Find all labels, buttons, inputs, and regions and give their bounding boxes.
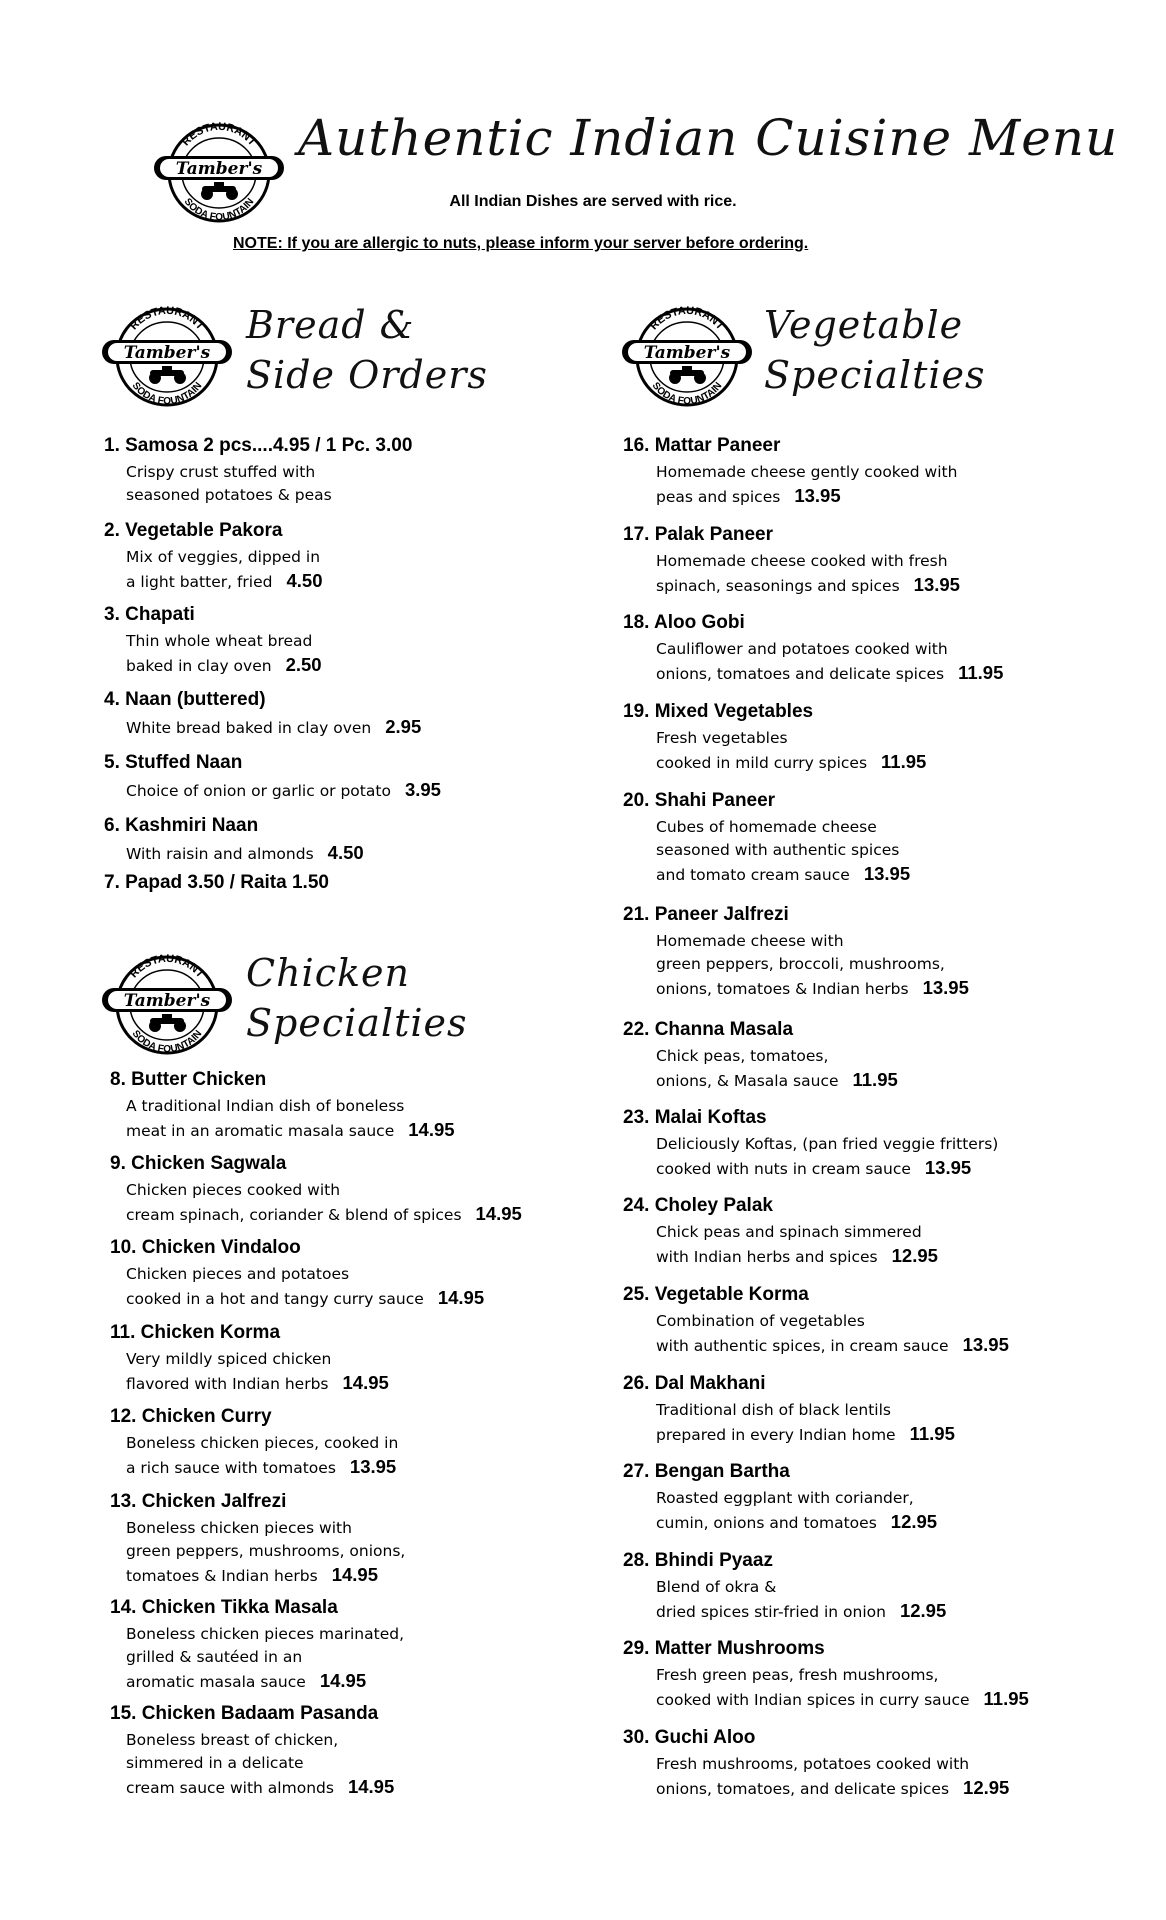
menu-item-description: onions, tomatoes and delicate spices 11.95 bbox=[656, 662, 1004, 683]
menu-item-title: 28. Bhindi Pyaaz bbox=[623, 1550, 773, 1571]
menu-item-description: Homemade cheese with bbox=[656, 932, 844, 950]
menu-item-description: Choice of onion or garlic or potato 3.95 bbox=[126, 779, 441, 800]
menu-item-description: Homemade cheese cooked with fresh bbox=[656, 552, 948, 570]
menu-item-description: Deliciously Koftas, (pan fried veggie fritters) bbox=[656, 1135, 999, 1153]
chicken-section-title-line1: Chicken bbox=[246, 951, 410, 995]
vegetable-section-title bbox=[764, 300, 986, 400]
menu-item-price: 14.95 bbox=[437, 1287, 485, 1308]
menu-item-description: With raisin and almonds 4.50 bbox=[126, 842, 364, 863]
menu-item-description: prepared in every Indian home 11.95 bbox=[656, 1423, 955, 1444]
menu-item-price: 13.95 bbox=[962, 1334, 1009, 1355]
svg-text:RESTAURANT: RESTAURANT bbox=[127, 952, 207, 981]
svg-text:Tamber's: Tamber's bbox=[175, 159, 263, 179]
svg-text:Tamber's: Tamber's bbox=[123, 343, 211, 363]
menu-item-title: 27. Bengan Bartha bbox=[623, 1461, 790, 1482]
vegetable-section-title-line2: Specialties bbox=[764, 353, 986, 397]
menu-item-description: meat in an aromatic masala sauce 14.95 bbox=[126, 1119, 455, 1140]
menu-item-price: 12.95 bbox=[963, 1777, 1010, 1798]
menu-item-price: 2.95 bbox=[385, 716, 422, 737]
menu-item-description: cream sauce with almonds 14.95 bbox=[126, 1776, 395, 1797]
header-logo bbox=[152, 118, 286, 233]
menu-item-title: 10. Chicken Vindaloo bbox=[110, 1237, 301, 1258]
menu-item-description: baked in clay oven 2.50 bbox=[126, 654, 322, 675]
menu-item-description: dried spices stir-fried in onion 12.95 bbox=[656, 1600, 947, 1621]
menu-item-description: a light batter, fried 4.50 bbox=[126, 570, 323, 591]
menu-item-description: White bread baked in clay oven 2.95 bbox=[126, 716, 422, 737]
chicken-section-title bbox=[246, 948, 468, 1048]
menu-item-description: Chicken pieces cooked with bbox=[126, 1181, 341, 1199]
menu-item-price: 3.95 bbox=[404, 779, 441, 800]
menu-item-description: green peppers, mushrooms, onions, bbox=[126, 1542, 406, 1560]
svg-text:SODA FOUNTAIN: SODA FOUNTAIN bbox=[129, 380, 205, 408]
menu-item-description: Mix of veggies, dipped in bbox=[126, 548, 321, 566]
menu-item-description: aromatic masala sauce 14.95 bbox=[126, 1670, 367, 1691]
bread-section-title-line2: Side Orders bbox=[246, 353, 488, 397]
menu-item-price: 4.50 bbox=[327, 842, 364, 863]
menu-item-description: cumin, onions and tomatoes 12.95 bbox=[656, 1511, 938, 1532]
chicken-section-title-line2: Specialties bbox=[246, 1001, 468, 1045]
menu-item-description: Chicken pieces and potatoes bbox=[126, 1265, 350, 1283]
menu-item-description: A traditional Indian dish of boneless bbox=[126, 1097, 405, 1115]
menu-item-description: Boneless breast of chicken, bbox=[126, 1731, 339, 1749]
menu-item-description: Thin whole wheat bread bbox=[126, 632, 313, 650]
menu-item-price: 14.95 bbox=[475, 1203, 522, 1224]
menu-item-price: 12.95 bbox=[890, 1511, 938, 1532]
menu-item-title: 16. Mattar Paneer bbox=[623, 435, 781, 456]
menu-item-description: cooked with nuts in cream sauce 13.95 bbox=[656, 1157, 972, 1178]
menu-item-title: 17. Palak Paneer bbox=[623, 524, 773, 545]
menu-item-title: 6. Kashmiri Naan bbox=[104, 815, 259, 836]
menu-item-description: peas and spices 13.95 bbox=[656, 485, 841, 506]
svg-text:SODA FOUNTAIN: SODA FOUNTAIN bbox=[129, 1028, 205, 1056]
svg-text:RESTAURANT: RESTAURANT bbox=[647, 304, 727, 333]
menu-item-title: 24. Choley Palak bbox=[623, 1195, 773, 1216]
menu-item-description: Chick peas and spinach simmered bbox=[656, 1223, 922, 1241]
menu-item-title: 5. Stuffed Naan bbox=[104, 752, 243, 773]
menu-item-description: with authentic spices, in cream sauce 13.95 bbox=[656, 1334, 1009, 1355]
chicken-section-logo bbox=[100, 950, 234, 1065]
menu-item-price: 13.95 bbox=[922, 977, 969, 998]
menu-item-title: 23. Malai Koftas bbox=[623, 1107, 767, 1128]
menu-item-title: 19. Mixed Vegetables bbox=[623, 701, 814, 722]
menu-item-title: 7. Papad 3.50 / Raita 1.50 bbox=[104, 872, 329, 893]
menu-item-description: Boneless chicken pieces marinated, bbox=[126, 1625, 405, 1643]
svg-text:RESTAURANT: RESTAURANT bbox=[179, 120, 259, 149]
svg-text:Tamber's: Tamber's bbox=[123, 991, 211, 1011]
bread-section-logo bbox=[100, 302, 234, 417]
menu-item-description: Fresh green peas, fresh mushrooms, bbox=[656, 1666, 939, 1684]
menu-item-description: cooked with Indian spices in curry sauce 11.95 bbox=[656, 1688, 1029, 1709]
menu-item-description: a rich sauce with tomatoes 13.95 bbox=[126, 1456, 397, 1477]
menu-item-description: Boneless chicken pieces, cooked in bbox=[126, 1434, 399, 1452]
menu-item-description: cream spinach, coriander & blend of spices 14.95 bbox=[126, 1203, 522, 1224]
menu-item-price: 14.95 bbox=[331, 1564, 379, 1585]
menu-item-description: Fresh mushrooms, potatoes cooked with bbox=[656, 1755, 970, 1773]
menu-item-title: 11. Chicken Korma bbox=[110, 1322, 281, 1343]
menu-item-title: 22. Channa Masala bbox=[623, 1019, 794, 1040]
menu-item-price: 11.95 bbox=[852, 1069, 898, 1090]
menu-item-title: 29. Matter Mushrooms bbox=[623, 1638, 825, 1659]
menu-item-title: 13. Chicken Jalfrezi bbox=[110, 1491, 287, 1512]
menu-subtitle: All Indian Dishes are served with rice. bbox=[449, 193, 737, 210]
vegetable-section-logo bbox=[620, 302, 754, 417]
restaurant-logo bbox=[100, 950, 234, 1060]
restaurant-logo bbox=[152, 118, 286, 228]
menu-item-description: Combination of vegetables bbox=[656, 1312, 865, 1330]
menu-item-description: tomatoes & Indian herbs 14.95 bbox=[126, 1564, 379, 1585]
menu-item-description: onions, tomatoes & Indian herbs 13.95 bbox=[656, 977, 969, 998]
menu-item-title: 9. Chicken Sagwala bbox=[110, 1153, 287, 1174]
menu-item-description: simmered in a delicate bbox=[126, 1754, 304, 1772]
restaurant-logo bbox=[100, 302, 234, 412]
menu-item-description: Very mildly spiced chicken bbox=[126, 1350, 332, 1368]
menu-item-description: Chick peas, tomatoes, bbox=[656, 1047, 829, 1065]
menu-item-description: Roasted eggplant with coriander, bbox=[656, 1489, 914, 1507]
menu-item-title: 14. Chicken Tikka Masala bbox=[110, 1597, 338, 1618]
bread-section-title-line1: Bread & bbox=[246, 303, 415, 347]
menu-item-price: 2.50 bbox=[285, 654, 322, 675]
svg-text:Tamber's: Tamber's bbox=[643, 343, 731, 363]
menu-item-title: 26. Dal Makhani bbox=[623, 1373, 766, 1394]
menu-item-title: 1. Samosa 2 pcs....4.95 / 1 Pc. 3.00 bbox=[104, 435, 413, 456]
menu-item-price: 14.95 bbox=[342, 1372, 389, 1393]
menu-item-description: spinach, seasonings and spices 13.95 bbox=[656, 574, 960, 595]
menu-item-price: 13.95 bbox=[913, 574, 960, 595]
menu-item-description: grilled & sautéed in an bbox=[126, 1648, 303, 1666]
menu-item-price: 11.95 bbox=[958, 662, 1004, 683]
menu-item-description: and tomato cream sauce 13.95 bbox=[656, 863, 911, 884]
menu-item-description: Cauliflower and potatoes cooked with bbox=[656, 640, 948, 658]
menu-item-description: green peppers, broccoli, mushrooms, bbox=[656, 955, 945, 973]
menu-item-price: 13.95 bbox=[924, 1157, 972, 1178]
menu-item-title: 30. Guchi Aloo bbox=[623, 1727, 756, 1748]
menu-item-title: 8. Butter Chicken bbox=[110, 1069, 267, 1090]
menu-item-title: 25. Vegetable Korma bbox=[623, 1284, 809, 1305]
menu-item-description: cooked in mild curry spices 11.95 bbox=[656, 751, 927, 772]
menu-item-description: cooked in a hot and tangy curry sauce 14.95 bbox=[126, 1287, 485, 1308]
menu-item-title: 21. Paneer Jalfrezi bbox=[623, 904, 789, 925]
restaurant-logo bbox=[620, 302, 754, 412]
menu-item-description: Cubes of homemade cheese bbox=[656, 818, 877, 836]
menu-item-title: 3. Chapati bbox=[104, 604, 195, 625]
svg-text:SODA FOUNTAIN: SODA FOUNTAIN bbox=[181, 196, 257, 224]
menu-item-price: 13.95 bbox=[863, 863, 911, 884]
menu-item-price: 12.95 bbox=[899, 1600, 947, 1621]
menu-item-title: 20. Shahi Paneer bbox=[623, 790, 776, 811]
menu-item-price: 12.95 bbox=[891, 1245, 938, 1266]
menu-item-price: 13.95 bbox=[349, 1456, 397, 1477]
menu-item-price: 14.95 bbox=[319, 1670, 367, 1691]
menu-item-description: onions, tomatoes, and delicate spices 12.95 bbox=[656, 1777, 1010, 1798]
menu-item-description: Homemade cheese gently cooked with bbox=[656, 463, 958, 481]
menu-item-price: 11.95 bbox=[909, 1423, 955, 1444]
menu-item-description: onions, & Masala sauce 11.95 bbox=[656, 1069, 898, 1090]
menu-item-title: 4. Naan (buttered) bbox=[104, 689, 266, 710]
menu-item-title: 15. Chicken Badaam Pasanda bbox=[110, 1703, 379, 1724]
menu-item-description: Traditional dish of black lentils bbox=[656, 1401, 891, 1419]
menu-item-price: 13.95 bbox=[794, 485, 841, 506]
menu-item-description: Crispy crust stuffed with bbox=[126, 463, 316, 481]
vegetable-section-title-line1: Vegetable bbox=[764, 303, 964, 347]
bread-section-title bbox=[246, 300, 488, 400]
menu-item-title: 2. Vegetable Pakora bbox=[104, 520, 283, 541]
menu-item-description: Boneless chicken pieces with bbox=[126, 1519, 352, 1537]
allergy-note: NOTE: If you are allergic to nuts, please inform your server before ordering. bbox=[233, 235, 809, 252]
menu-item-price: 11.95 bbox=[983, 1688, 1029, 1709]
menu-item-description: with Indian herbs and spices 12.95 bbox=[656, 1245, 938, 1266]
menu-item-description: seasoned potatoes & peas bbox=[126, 486, 332, 504]
menu-title: Authentic Indian Cuisine Menu bbox=[298, 109, 1119, 167]
menu-item-price: 14.95 bbox=[347, 1776, 395, 1797]
menu-item-price: 11.95 bbox=[881, 751, 927, 772]
menu-item-title: 18. Aloo Gobi bbox=[623, 612, 745, 633]
menu-item-description: Blend of okra & bbox=[656, 1578, 777, 1596]
menu-item-price: 14.95 bbox=[408, 1119, 455, 1140]
svg-text:SODA FOUNTAIN: SODA FOUNTAIN bbox=[649, 380, 725, 408]
menu-item-description: seasoned with authentic spices bbox=[656, 841, 900, 859]
svg-text:RESTAURANT: RESTAURANT bbox=[127, 304, 207, 333]
menu-item-title: 12. Chicken Curry bbox=[110, 1406, 272, 1427]
menu-item-description: flavored with Indian herbs 14.95 bbox=[126, 1372, 389, 1393]
menu-item-description: Fresh vegetables bbox=[656, 729, 788, 747]
menu-item-price: 4.50 bbox=[286, 570, 323, 591]
